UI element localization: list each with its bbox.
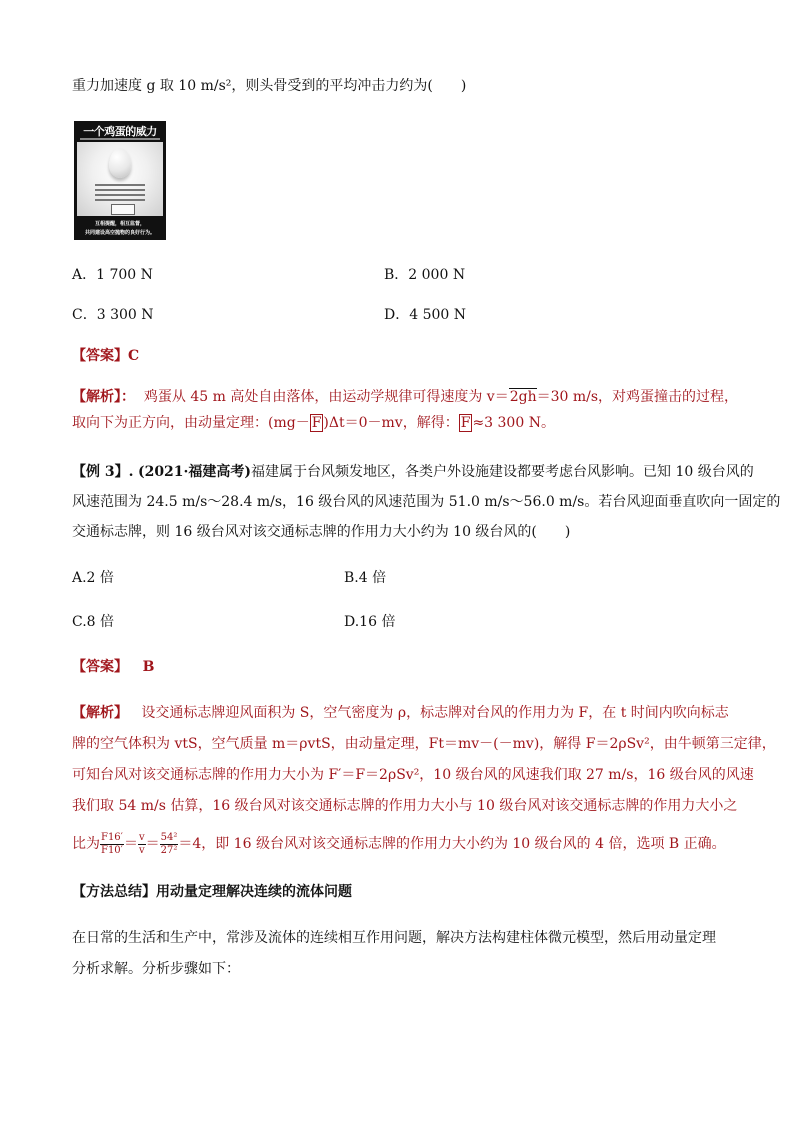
poster-slogan-1: 互相提醒，相互监督， <box>94 221 145 227</box>
egg-poster-image <box>74 121 166 240</box>
q1-option-a: A．1 700 N <box>72 267 153 283</box>
q1-option-b: B．2 000 N <box>384 267 466 283</box>
q2-option-a: A.2 倍 <box>72 570 114 586</box>
q2-option-c: C.8 倍 <box>72 614 115 630</box>
q2-answer-value: B <box>142 659 155 675</box>
poster-slogan-2: 共同建设高空抛物的良好行为。 <box>84 230 155 236</box>
q2-analysis-line-1: 【解析】 设交通标志牌迎风面积为 S，空气密度为 ρ，标志牌对台风的作用力为 F，在 t 时间内吹向标志 <box>72 705 729 721</box>
q1-option-c: C．3 300 N <box>72 307 154 323</box>
force-ratio-fraction: $\frac{F16'}{F10'}$ <box>101 831 123 856</box>
q2-option-d: D.16 倍 <box>344 614 396 630</box>
poster-subtitle-line <box>80 138 160 140</box>
q1-answer <box>72 346 139 366</box>
numeric-ratio-fraction: $\frac{\text{54²}}{\text{27²}}$ <box>160 831 178 856</box>
q2-answer-label: 【答案】 <box>72 659 128 675</box>
example-3-tag: 【例 3】. <box>72 464 134 480</box>
average-force-symbol: F <box>460 415 471 431</box>
method-paragraph-line-2: 分析求解。分析步骤如下： <box>72 961 240 977</box>
q1-analysis-line-1: 【解析】： 鸡蛋从 45 m 高处自由落体，由运动学规律可得速度为 v＝2gh＝30 m/s，对鸡蛋撞击的过程， <box>72 389 739 405</box>
sqrt-expression: 2gh <box>509 389 537 405</box>
average-force-symbol: F <box>311 415 322 431</box>
poster-panel <box>77 142 163 216</box>
poster-title: 一个鸡蛋的威力 <box>83 125 157 138</box>
egg-icon <box>109 148 131 178</box>
example-3-line-3: 交通标志牌，则 16 级台风对该交通标志牌的作用力大小约为 10 级台风的( ) <box>72 524 571 540</box>
speed-ratio-fraction: $\frac{v}{v}$ <box>138 831 145 856</box>
question-intro: 重力加速度 g 取 10 m/s²，则头骨受到的平均冲击力约为( ) <box>72 78 467 94</box>
q1-answer-value: C <box>128 348 140 364</box>
poster-badge <box>111 204 135 215</box>
q2-analysis-line-2: 牌的空气体积为 vtS，空气质量 m＝ρvtS，由动量定理，Ft＝mv－(－mv)，解得 F＝2ρSv²，由牛顿第三定律， <box>72 736 776 752</box>
q1-analysis-line-2: 取向下为正方向，由动量定理：(mg－ F )Δt＝0－mv，解得： F ≈3 300 N。 <box>72 415 555 431</box>
q2-analysis-label: 【解析】 <box>72 705 128 721</box>
method-paragraph-line-1: 在日常的生活和生产中，常涉及流体的连续相互作用问题，解决方法构建柱体微元模型，然后用动量定理 <box>72 930 716 946</box>
q2-option-b: B.4 倍 <box>344 570 387 586</box>
q1-analysis-label: 【解析】： <box>72 389 135 405</box>
example-3-line-1: 【例 3】. (2021·福建高考)福建属于台风频发地区，各类户外设施建设都要考虑台风影响。已知 10 级台风的 <box>72 464 754 480</box>
q2-answer <box>72 657 154 677</box>
method-summary-title: 【方法总结】用动量定理解决连续的流体问题 <box>72 884 352 900</box>
q2-analysis-line-3: 可知台风对该交通标志牌的作用力大小为 F′＝F＝2ρSv²，10 级台风的风速我们取 27 m/s，16 级台风的风速 <box>72 767 754 783</box>
example-3-line-2: 风速范围为 24.5 m/s～28.4 m/s，16 级台风的风速范围为 51.0 m/s～56.0 m/s。若台风迎面垂直吹向一固定的 <box>72 494 781 510</box>
q2-analysis-line-5: 比为 $\frac{F16'}{F10'}$ ＝ $\frac{v}{v}$ ＝ $\frac{\text{54²}}{\text{27²}}$ ＝4，即 16 级台风对该交通标志牌的作用力大小约为 10 级台风的 4 倍，选项 B 正确。 <box>72 831 726 856</box>
q1-answer-label: 【答案】 <box>72 348 128 364</box>
q2-analysis-line-4: 我们取 54 m/s 估算，16 级台风对该交通标志牌的作用力大小与 10 级台风对该交通标志牌的作用力大小之 <box>72 798 738 814</box>
example-3-source: (2021·福建高考) <box>137 464 252 480</box>
q1-option-d: D．4 500 N <box>384 307 467 323</box>
